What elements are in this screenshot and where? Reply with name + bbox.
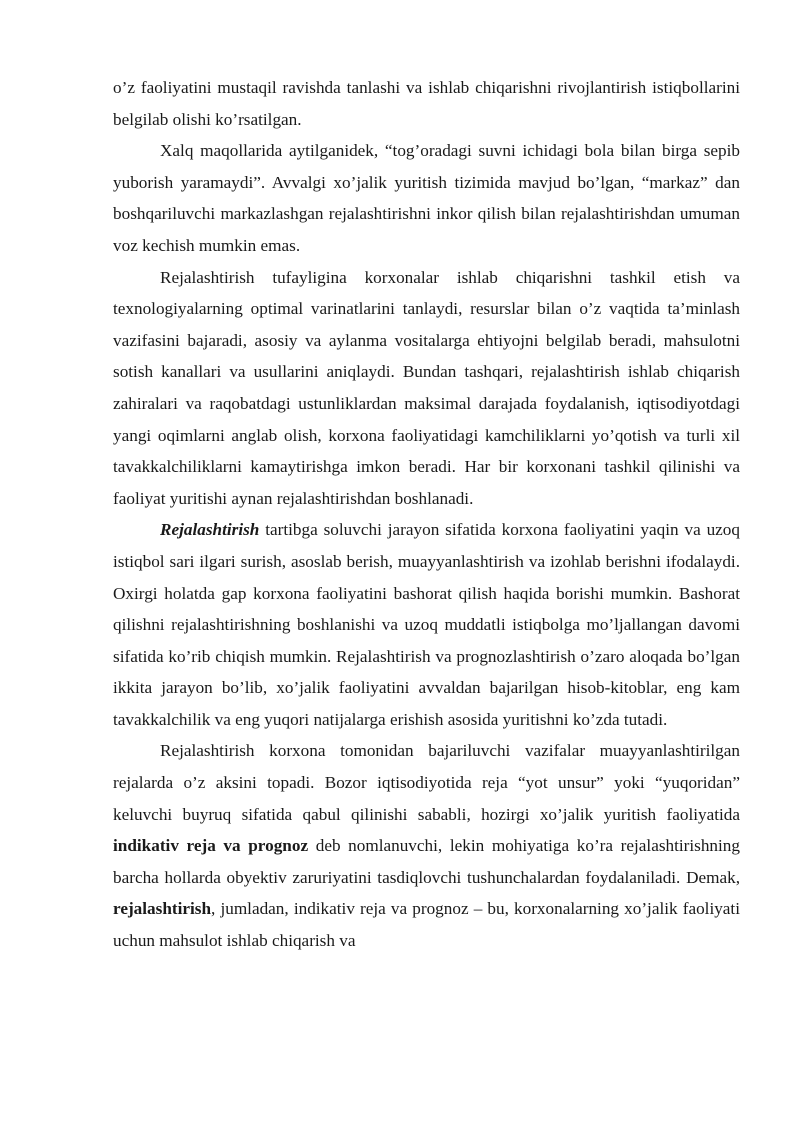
term-rejalashtirish: Rejalashtirish xyxy=(160,520,260,540)
document-body xyxy=(113,72,740,957)
paragraph-text-part-3: , jumladan, indikativ reja va prognoz – bu, korxonalarning xo’jalik faoliyati uchun mahsulot ishlab chiqarish va xyxy=(113,899,740,951)
term-rejalashtirish-bold: rejalashtirish xyxy=(113,899,212,919)
term-indikativ-reja: indikativ reja va prognoz xyxy=(113,836,309,856)
paragraph-indicative-plan xyxy=(113,735,740,956)
paragraph-text-part-1: Rejalashtirish korxona tomonidan bajariluvchi vazifalar muayyanlashtirilgan rejalarda o’z aksini topadi. Bozor iqtisodiyotida reja “yot unsur” yoki “yuqoridan” keluvchi buyruq sifatida qabul qilinishi sababli, hozirgi xo’jalik yuritish faoliyatida xyxy=(113,741,740,824)
paragraph-planning-definition xyxy=(113,514,740,735)
paragraph-text-part-2: deb nomlanuvchi, lekin mohiyatiga ko’ra rejalashtirishning barcha hollarda obyektiv zaruriyatini tasdiqlovchi tushunchalardan foydalaniladi. Demak, xyxy=(113,836,740,887)
paragraph-text: tartibga soluvchi jarayon sifatida korxona faoliyatini yaqin va uzoq istiqbol sari ilgari surish, asoslab berish, muayyanlashtirish va izohlab berishni ifodalaydi. Oxirgi holatda gap korxona faoliyatini bashorat qilish haqida borishi mumkin. Bashorat qilishni rejalashtirishning boshlanishi va uzoq muddatli istiqbolga mo’ljallangan davomi sifatida ko’rib chiqish mumkin. Rejalashtirish va prognozlashtirish o’zaro aloqada bo’lgan ikkita jarayon bo’lib, xo’jalik faoliyatini avvaldan bajarilgan hisob-kitoblar, eng kam tavakkalchilik va eng yuqori natijalarga erishish asosida yuritishni ko’zda tutadi. xyxy=(113,520,740,729)
paragraph-continuation: o’z faoliyatini mustaqil ravishda tanlashi va ishlab chiqarishni rivojlantirish istiqbollarini belgilab olishi ko’rsatilgan. xyxy=(113,78,740,129)
paragraph-planning-benefits: Rejalashtirish tufayligina korxonalar ishlab chiqarishni tashkil etish va texnologiyalarning optimal varinatlarini tanlaydi, resurslar bilan o’z vaqtida ta’minlash vazifasini bajaradi, asosiy va aylanma vositalarga ehtiyojni belgilab beradi, mahsulotni sotish kanallari va usullarini aniqlaydi. Bundan tashqari, rejalashtirish ishlab chiqarish zahiralari va raqobatdagi ustunliklardan maksimal darajada foydalanish, iqtisodiyotdagi yangi oqimlarni anglab olish, korxona faoliyatidagi kamchiliklarni yo’qotish va turli xil tavakkalchiliklarni kamaytirishga imkon beradi. Har bir korxonani tashkil qilinishi va faoliyat yuritishi aynan rejalashtirishdan boshlanadi. xyxy=(113,267,740,508)
paragraph-proverb: Xalq maqollarida aytilganidek, “tog’oradagi suvni ichidagi bola bilan birga sepib yuborish yaramaydi”. Avvalgi xo’jalik yuritish tizimida mavjud bo’lgan, “markaz” dan boshqariluvchi markazlashgan rejalashtirishni inkor qilish bilan rejalashtirishdan umuman voz kechish mumkin emas. xyxy=(113,141,740,255)
